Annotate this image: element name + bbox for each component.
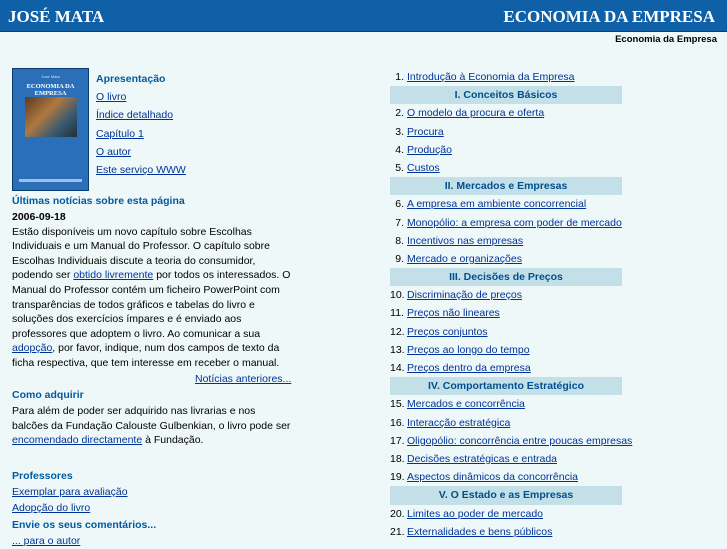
toc-chapter-link[interactable]: Discriminação de preços (407, 289, 522, 302)
book-cover-image[interactable] (12, 68, 89, 191)
toc-chapter-link[interactable]: Mercados e concorrência (407, 398, 525, 411)
toc-chapter-link[interactable]: Monopólio: a empresa com poder de mercado (407, 216, 622, 229)
toc-item (390, 468, 622, 486)
news-text-2: por todos os interessados. O Manual do Professor contém um ficheiro PowerPoint com transparências de todos gráficos e tabelas do livro e soluções dos exercícios ímpares e é enviado aos professores que adoptem o livro. Ao comunicar a sua (12, 269, 291, 340)
toc-item-number: 10. (390, 289, 405, 302)
news-link-adoption[interactable]: adopção (12, 342, 53, 355)
news-link-free[interactable]: obtido livremente (73, 269, 154, 282)
toc-chapter-link[interactable]: Preços dentro da empresa (407, 362, 531, 374)
toc-chapter-link[interactable]: Introdução à Economia da Empresa (407, 71, 575, 83)
evaluation-copy-link[interactable]: Exemplar para avaliação (12, 486, 128, 499)
toc-section-header: IV. Comportamento Estratégico (390, 377, 622, 395)
menu-link-book[interactable]: O livro (96, 91, 127, 104)
toc-item-number: 12. (390, 325, 405, 338)
news-date: 2006-09-18 (12, 211, 66, 223)
menu-link-chapter-1[interactable]: Capítulo 1 (96, 127, 144, 140)
buy-heading: Como adquirir (12, 389, 84, 401)
toc-section-header: V. O Estado e as Empresas (390, 486, 622, 504)
toc-item-number: 19. (390, 471, 405, 484)
book-adoption-link[interactable]: Adopção do livro (12, 502, 91, 515)
page-subtitle: Economia da Empresa (615, 34, 717, 45)
menu-link-www-service[interactable]: Este serviço WWW (96, 164, 186, 177)
toc-chapter-link[interactable]: Interacção estratégica (407, 416, 511, 429)
presentation-menu (96, 70, 186, 179)
toc-item-number: 18. (390, 452, 405, 465)
news-text-1: Estão disponíveis um novo capítulo sobre Escolhas Individuais e um Manual do Professor. O capítulo sobre Escolhas Individuais discute a teoria do consumidor, podendo ser (12, 225, 270, 282)
news-body (12, 210, 292, 371)
toc-item (390, 195, 622, 213)
toc-item (390, 359, 622, 377)
buy-text-1: Para além de poder ser adquirido nas livrarias e nos balcões da Fundação Calouste Gulbenkian, o livro pode ser (12, 405, 291, 432)
toc-section-header: III. Decisões de Preços (390, 268, 622, 286)
menu-link-author[interactable]: O autor (96, 145, 132, 158)
toc-section-header: II. Mercados e Empresas (390, 177, 622, 195)
toc-chapter-link[interactable]: Produção (407, 143, 452, 156)
toc-item (390, 232, 622, 250)
toc-item (390, 159, 622, 177)
menu-heading: Apresentação (96, 73, 166, 85)
toc-item-number: 7. (395, 216, 404, 229)
toc-item-number: 13. (390, 343, 405, 356)
toc-chapter-link[interactable]: Procura (407, 125, 444, 138)
toc-item-number: 11. (390, 307, 404, 320)
toc-chapter-link[interactable]: Externalidades e bens públicos (407, 525, 553, 538)
toc-item (390, 123, 622, 141)
toc-item-number: 1. (395, 71, 404, 83)
header-bar (0, 0, 727, 32)
toc-item (390, 304, 622, 322)
buy-text-2: à Fundação. (142, 434, 204, 447)
toc-chapter-link[interactable]: Decisões estratégicas e entrada (407, 452, 557, 465)
toc-item (390, 505, 622, 523)
toc-chapter-link[interactable]: A empresa em ambiente concorrencial (407, 198, 587, 211)
toc-item (390, 341, 622, 359)
toc-item-number: 20. (390, 507, 405, 520)
toc-item-number: 15. (390, 398, 405, 411)
toc-item (390, 286, 622, 304)
toc-item (390, 250, 622, 268)
toc-item-number: 17. (390, 434, 405, 447)
toc-chapter-link[interactable]: Preços ao longo do tempo (407, 343, 530, 356)
toc-item (390, 450, 622, 468)
toc-item (390, 104, 622, 122)
toc-item-number: 9. (395, 252, 404, 265)
toc-item-number: 16. (390, 416, 405, 429)
author-name: JOSÉ MATA (8, 7, 105, 26)
toc-chapter-link[interactable]: Custos (407, 161, 440, 174)
menu-link-detailed-index[interactable]: Índice detalhado (96, 109, 174, 122)
toc-chapter-link[interactable]: Preços conjuntos (407, 325, 488, 338)
comments-heading: Envie os seus comentários... (12, 518, 157, 531)
news-text-3: , por favor, indique, num dos campos de texto da ficha respectiva, que tem interesse em receber o manual. (12, 342, 280, 369)
toc-item-number: 5. (395, 161, 404, 174)
toc-item (390, 523, 622, 541)
cover-author: José Mata (41, 74, 60, 79)
toc-item (390, 323, 622, 341)
toc-chapter-link[interactable]: Preços não lineares (407, 307, 500, 320)
toc-item (390, 68, 622, 86)
toc-chapter-link[interactable]: Mercado e organizações (407, 252, 522, 265)
cover-footer-strip (19, 179, 82, 182)
toc-item (390, 141, 622, 159)
to-author-link[interactable]: ... para o autor (12, 534, 81, 547)
toc-item-number: 8. (395, 234, 404, 247)
toc-chapter-link[interactable]: Aspectos dinâmicos da concorrência (407, 471, 579, 484)
toc-chapter-link[interactable]: Limites ao poder de mercado (407, 507, 543, 520)
toc-item-number: 21. (390, 525, 405, 538)
professors-section (12, 468, 156, 549)
toc-item-number: 3. (395, 125, 404, 138)
toc-item-number: 14. (390, 362, 405, 374)
toc-chapter-link[interactable]: Oligopólio: concorrência entre poucas empresas (407, 434, 633, 447)
news-heading: Últimas notícias sobre esta página (12, 195, 185, 207)
toc-item-number: 4. (395, 143, 404, 156)
toc-item (390, 395, 622, 413)
toc-item-number: 2. (395, 107, 404, 120)
order-direct-link[interactable]: encomendado directamente (12, 434, 143, 447)
toc-item (390, 414, 622, 432)
toc-item (390, 214, 622, 232)
previous-news-link[interactable]: Notícias anteriores... (195, 373, 292, 385)
table-of-contents (390, 68, 633, 541)
cover-title: ECONOMIA DA EMPRESA (26, 83, 75, 97)
toc-item (390, 432, 633, 450)
toc-chapter-link[interactable]: O modelo da procura e oferta (407, 107, 545, 120)
toc-item-number: 6. (395, 198, 404, 211)
buy-body (12, 404, 292, 448)
toc-section-header: I. Conceitos Básicos (390, 86, 622, 104)
cover-illustration (25, 97, 77, 137)
professors-heading: Professores (12, 470, 73, 482)
toc-chapter-link[interactable]: Incentivos nas empresas (407, 234, 524, 247)
site-title: ECONOMIA DA EMPRESA (503, 7, 715, 26)
